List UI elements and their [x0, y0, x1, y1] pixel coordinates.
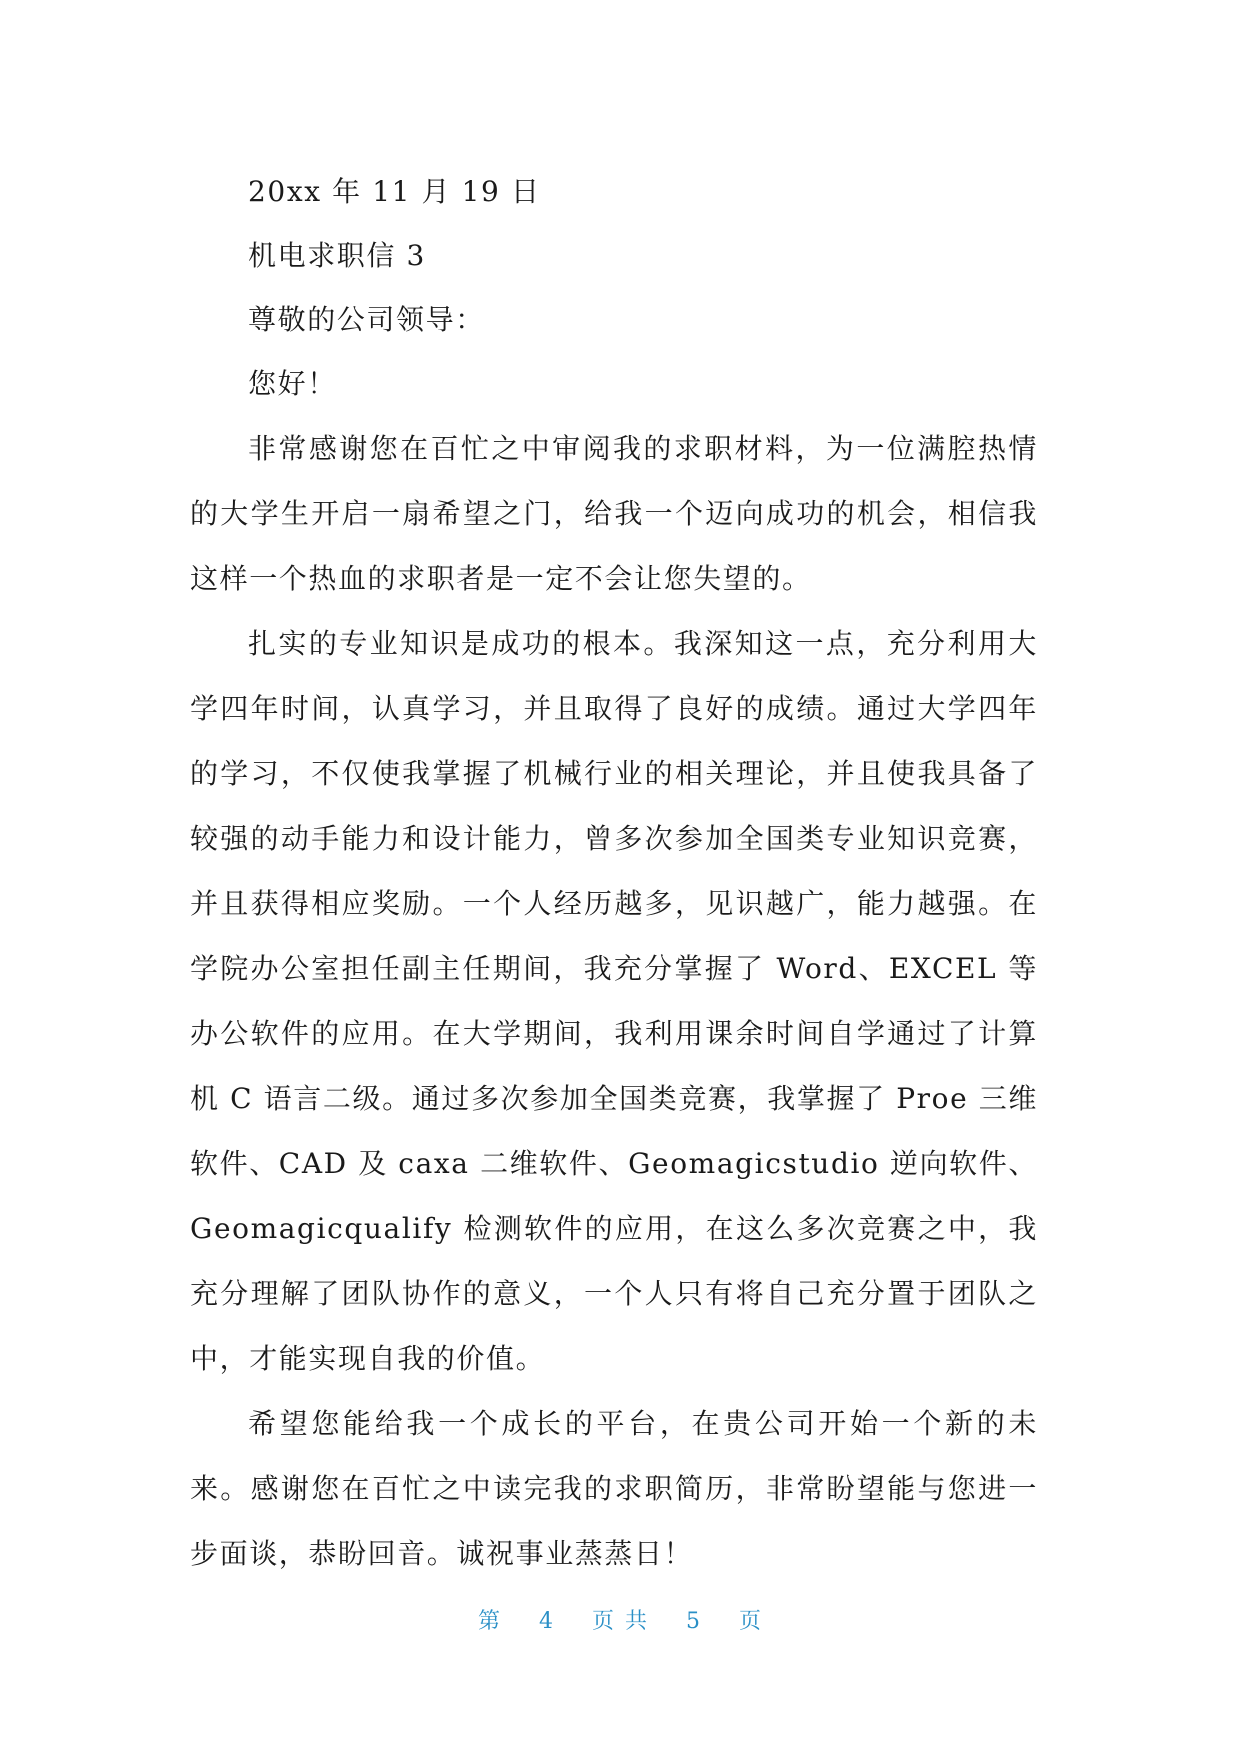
letter-date: 20xx 年 11 月 19 日 [248, 175, 541, 208]
footer-current-page: 4 [539, 1609, 555, 1634]
footer-suffix: 页 [739, 1609, 764, 1634]
paragraph-closing: 希望您能给我一个成长的平台，在贵公司开始一个新的未来。感谢您在百忙之中读完我的求职简历，非常盼望能与您进一步面谈，恭盼回音。诚祝事业蒸蒸日！ [190, 1407, 1038, 1570]
footer-prefix: 第 [477, 1609, 502, 1634]
paragraph-skills: 扎实的专业知识是成功的根本。我深知这一点，充分利用大学四年时间，认真学习，并且取得了良好的成绩。通过大学四年的学习，不仅使我掌握了机械行业的相关理论，并且使我具备了较强的动手能力和设计能力，曾多次参加全国类专业知识竞赛，并且获得相应奖励。一个人经历越多，见识越广，能力越强。在学院办公室担任副主任期间，我充分掌握了 Word、EXCEL 等办公软件的应用。在大学期间，我利用课余时间自学通过了计算机 C 语言二级。通过多次参加全国类竞赛，我掌握了 Proe 三维软件、CAD 及 caxa 二维软件、Geomagicstudio 逆向软件、Geomagicqualify 检测软件的应用，在这么多次竞赛之中，我充分理解了团队协作的意义，一个人只有将自己充分置于团队之中，才能实现自我的价值。 [190, 627, 1038, 1375]
footer-total-pages: 5 [686, 1609, 702, 1634]
page-footer [0, 1604, 1241, 1635]
letter-greeting: 您好！ [248, 367, 337, 400]
letter-salutation: 尊敬的公司领导： [248, 303, 485, 336]
letter-body [190, 160, 1038, 1586]
letter-title: 机电求职信 3 [248, 239, 426, 272]
paragraph-intro: 非常感谢您在百忙之中审阅我的求职材料，为一位满腔热情的大学生开启一扇希望之门，给我一个迈向成功的机会，相信我这样一个热血的求职者是一定不会让您失望的。 [190, 432, 1038, 595]
footer-middle: 页 共 [592, 1609, 649, 1634]
